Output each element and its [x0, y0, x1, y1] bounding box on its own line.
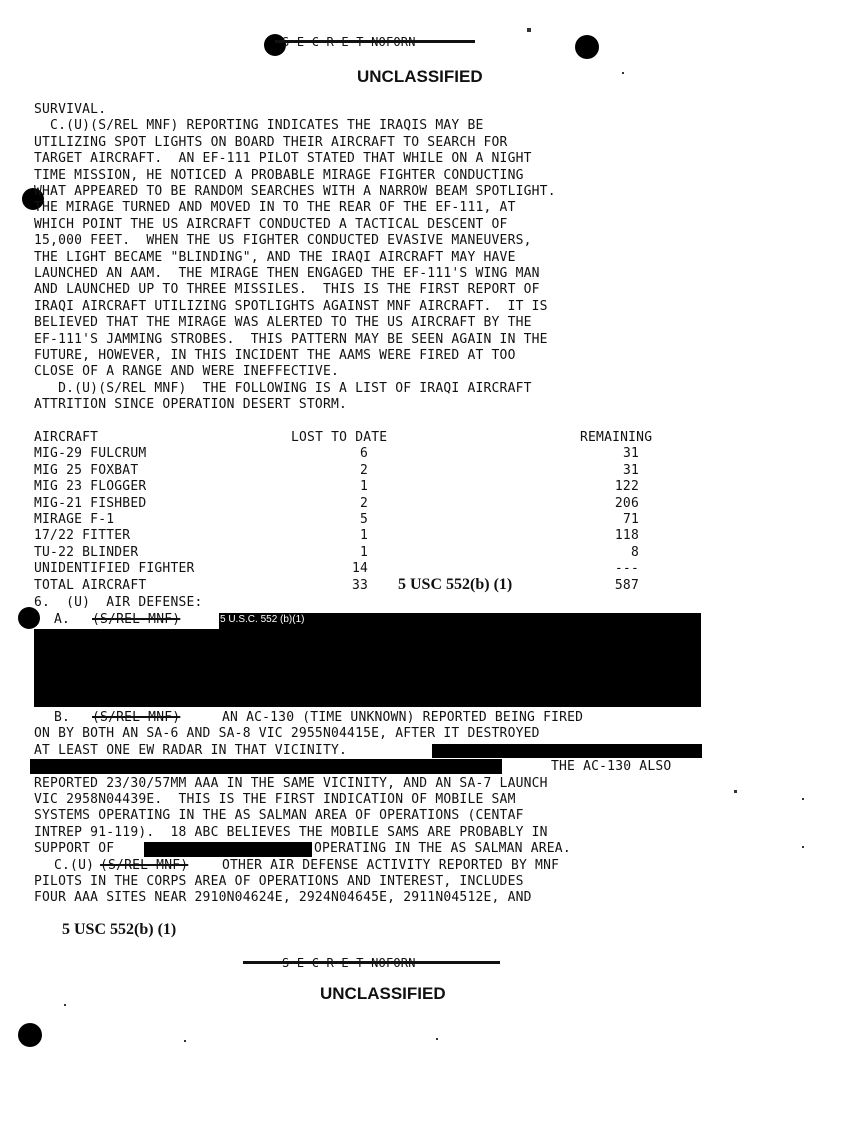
cell-lost: 1 [359, 528, 368, 544]
air-defense-b-line: REPORTED 23/30/57MM AAA IN THE SAME VICINITY, AND AN SA-7 LAUNCH [34, 775, 548, 791]
air-defense-b-line: SYSTEMS OPERATING IN THE AS SALMAN AREA OF OPERATIONS (CENTAF [34, 808, 524, 824]
body-line: TIME MISSION, HE NOTICED A PROBABLE MIRAGE FIGHTER CONDUCTING [34, 167, 524, 183]
cell-lost: 6 [359, 446, 368, 462]
cell-remaining: --- [614, 561, 639, 577]
scan-speck [802, 846, 804, 848]
cell-remaining: 206 [614, 495, 639, 511]
air-defense-b-cont: THE AC-130 ALSO [551, 759, 672, 775]
scan-speck [622, 72, 624, 74]
cell-aircraft: TU-22 BLINDER [34, 544, 139, 560]
body-line: IRAQI AIRCRAFT UTILIZING SPOTLIGHTS AGAINST MNF AIRCRAFT. IT IS [34, 298, 548, 314]
header-unclassified: UNCLASSIFIED [357, 67, 483, 86]
footer-strike-line [243, 961, 500, 964]
cell-aircraft: MIG-21 FISHBED [34, 495, 147, 511]
cell-lost: 2 [359, 462, 368, 478]
col-header-remaining: REMAINING [580, 430, 653, 445]
cell-aircraft: UNIDENTIFIED FIGHTER [34, 561, 195, 577]
body-line: FUTURE, HOWEVER, IN THIS INCIDENT THE AAMS WERE FIRED AT TOO [34, 348, 516, 363]
air-defense-b-prefix: B. [54, 710, 71, 725]
footer-unclassified: UNCLASSIFIED [320, 984, 446, 1003]
scan-speck [184, 1040, 186, 1042]
air-defense-b-line: AN AC-130 (TIME UNKNOWN) REPORTED BEING FIRED [222, 710, 584, 725]
cell-remaining: 587 [614, 577, 639, 593]
air-defense-c-classification: (S/REL MNF) [100, 857, 189, 873]
air-defense-b-line: AT LEAST ONE EW RADAR IN THAT VICINITY. [34, 742, 348, 758]
cell-remaining: 71 [622, 512, 639, 527]
air-defense-b-support-prefix: SUPPORT OF [34, 841, 115, 857]
body-line: BELIEVED THAT THE MIRAGE WAS ALERTED TO THE US AIRCRAFT BY THE [34, 315, 532, 331]
scan-speck [734, 790, 737, 793]
scan-speck [436, 1038, 438, 1040]
body-line: 15,000 FEET. WHEN THE US FIGHTER CONDUCTED EVASIVE MANEUVERS, [34, 233, 532, 249]
cell-remaining: 31 [622, 462, 639, 478]
col-header-aircraft: AIRCRAFT [34, 430, 99, 445]
cell-remaining: 122 [614, 479, 639, 495]
scan-speck [802, 798, 804, 800]
scan-speck [527, 28, 531, 32]
body-line: CLOSE OF A RANGE AND WERE INEFFECTIVE. [34, 364, 340, 380]
cell-lost: 1 [359, 544, 368, 560]
cell-aircraft: MIG 25 FOXBAT [34, 462, 139, 478]
body-line: ATTRITION SINCE OPERATION DESERT STORM. [34, 397, 348, 413]
air-defense-b-line: INTREP 91-119). 18 ABC BELIEVES THE MOBILE SAMS ARE PROBABLY IN [34, 824, 548, 840]
body-line: LAUNCHED AN AAM. THE MIRAGE THEN ENGAGED THE EF-111'S WING MAN [34, 266, 540, 281]
cell-lost: 33 [351, 577, 368, 593]
cell-remaining: 8 [630, 544, 639, 560]
redaction-block-b1 [432, 744, 702, 758]
air-defense-c-line: FOUR AAA SITES NEAR 2910N04624E, 2924N04645E, 2911N04512E, AND [34, 890, 532, 906]
header-strike-line [275, 40, 475, 43]
cell-aircraft: TOTAL AIRCRAFT [34, 577, 147, 593]
air-defense-b-classification: (S/REL MNF) [92, 710, 181, 725]
cell-lost: 14 [351, 561, 368, 577]
cell-aircraft: MIG 23 FLOGGER [34, 479, 147, 495]
cell-lost: 5 [359, 512, 368, 527]
cell-remaining: 31 [622, 446, 639, 462]
scan-speck [64, 1004, 66, 1006]
air-defense-c-line: OTHER AIR DEFENSE ACTIVITY REPORTED BY MNF [222, 857, 560, 873]
body-line: THE LIGHT BECAME "BLINDING", AND THE IRAQI AIRCRAFT MAY HAVE [34, 249, 516, 265]
body-line: EF-111'S JAMMING STROBES. THIS PATTERN MAY BE SEEN AGAIN IN THE [34, 331, 548, 347]
body-line: SURVIVAL. [34, 102, 107, 117]
punch-hole-top-right [575, 35, 599, 59]
body-line: C.(U)(S/REL MNF) REPORTING INDICATES THE IRAQIS MAY BE [34, 118, 484, 134]
redaction-block-b3 [144, 842, 312, 857]
air-defense-a-classification: (S/REL MNF) [92, 612, 181, 627]
body-line: D.(U)(S/REL MNF) THE FOLLOWING IS A LIST OF IRAQI AIRCRAFT [34, 380, 532, 396]
air-defense-b-line: ON BY BOTH AN SA-6 AND SA-8 VIC 2955N04415E, AFTER IT DESTROYED [34, 726, 540, 742]
air-defense-heading: 6. (U) AIR DEFENSE: [34, 595, 203, 610]
cell-lost: 1 [359, 479, 368, 495]
redaction-label-a: 5 U.S.C. 552 (b)(1) [220, 614, 305, 625]
air-defense-b-support-suffix: OPERATING IN THE AS SALMAN AREA. [314, 841, 571, 857]
redaction-block-a-body [34, 629, 701, 707]
cell-aircraft: MIRAGE F-1 [34, 512, 115, 527]
footer-exemption-note: 5 USC 552(b) (1) [62, 921, 177, 938]
cell-remaining: 118 [614, 528, 639, 544]
punch-hole-bottom-left [18, 1023, 42, 1047]
body-line: TARGET AIRCRAFT. AN EF-111 PILOT STATED THAT WHILE ON A NIGHT [34, 151, 532, 167]
cell-lost: 2 [359, 495, 368, 511]
air-defense-b-line: VIC 2958N04439E. THIS IS THE FIRST INDICATION OF MOBILE SAM [34, 792, 516, 807]
body-line: AND LAUNCHED UP TO THREE MISSILES. THIS IS THE FIRST REPORT OF [34, 282, 540, 298]
cell-aircraft: MIG-29 FULCRUM [34, 446, 147, 462]
cell-aircraft: 17/22 FITTER [34, 528, 131, 544]
air-defense-a-prefix: A. [54, 612, 71, 627]
body-line: WHICH POINT THE US AIRCRAFT CONDUCTED A TACTICAL DESCENT OF [34, 216, 508, 232]
air-defense-c-line: PILOTS IN THE CORPS AREA OF OPERATIONS AND INTEREST, INCLUDES [34, 874, 524, 889]
air-defense-c-prefix: C.(U) [54, 857, 95, 873]
body-line: UTILIZING SPOT LIGHTS ON BOARD THEIR AIRCRAFT TO SEARCH FOR [34, 134, 508, 150]
body-line: WHAT APPEARED TO BE RANDOM SEARCHES WITH A NARROW BEAM SPOTLIGHT. [34, 184, 556, 199]
body-line: THE MIRAGE TURNED AND MOVED IN TO THE REAR OF THE EF-111, AT [34, 200, 516, 216]
col-header-lost: LOST TO DATE [291, 430, 388, 445]
table-exemption-note: 5 USC 552(b) (1) [398, 576, 513, 593]
redaction-block-b2 [30, 759, 502, 774]
